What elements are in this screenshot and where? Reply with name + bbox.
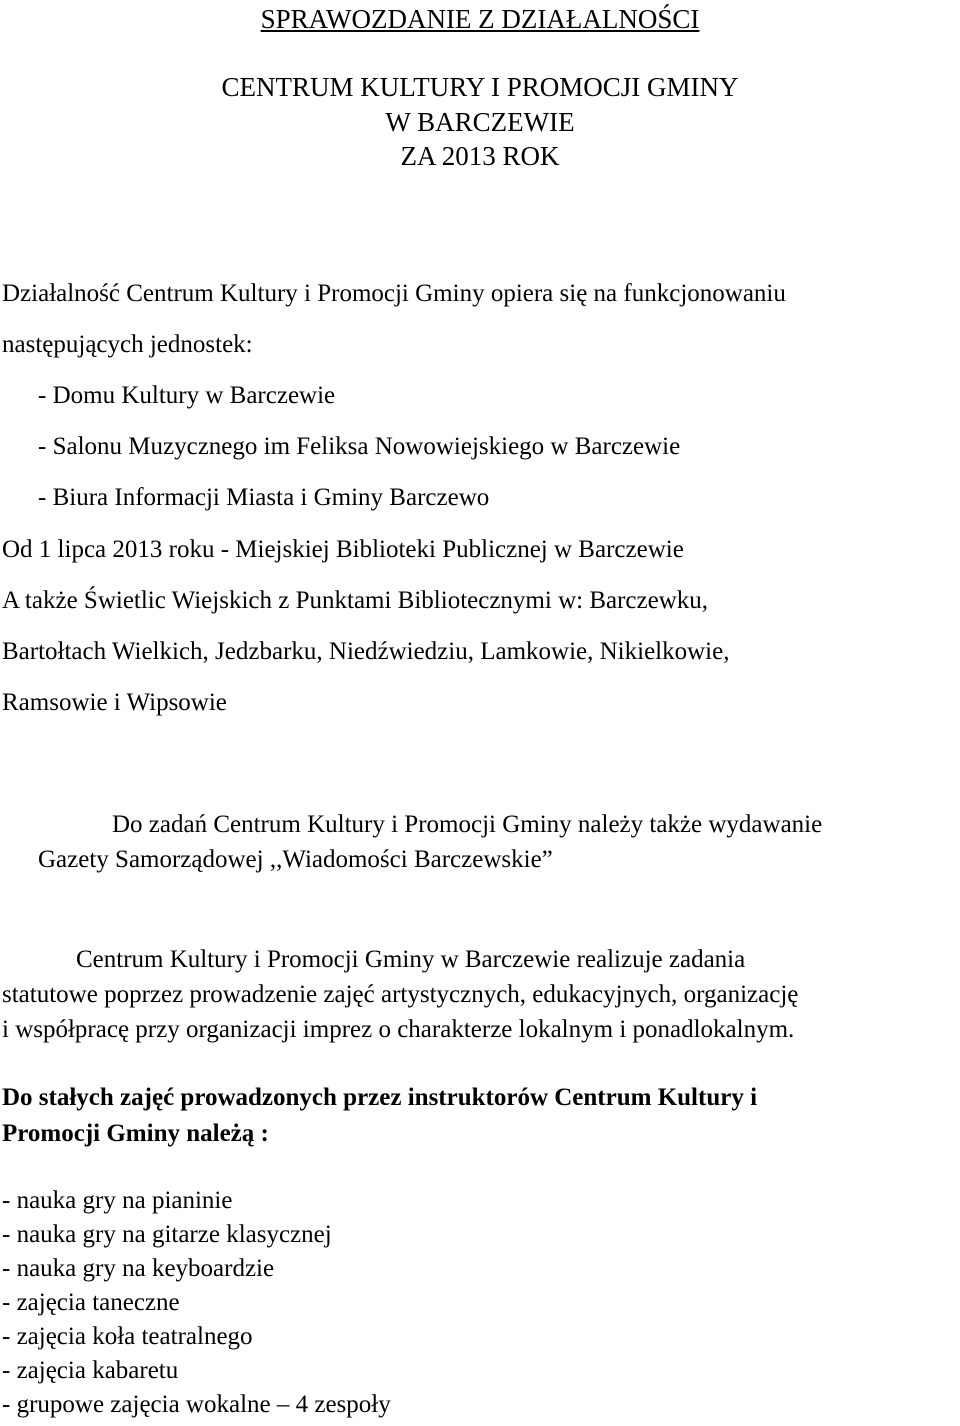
tasks-line-1: Centrum Kultury i Promocji Gminy w Barczewie realizuje zadania [76, 946, 746, 973]
unit-item: - Biura Informacji Miasta i Gminy Barczewo [38, 484, 490, 511]
gazette-line-2: Gazety Samorządowej ,,Wiadomości Barczewskie” [38, 846, 553, 873]
gazette-line-1: Do zadań Centrum Kultury i Promocji Gminy należy także wydawanie [112, 811, 823, 838]
library-line-3: Bartołtach Wielkich, Jedzbarku, Niedźwiedziu, Lamkowie, Nikielkowie, [2, 638, 730, 665]
unit-item: - Salonu Muzycznego im Feliksa Nowowiejskiego w Barczewie [38, 433, 681, 460]
report-title: SPRAWOZDANIE Z DZIAŁALNOŚCI [260, 4, 700, 34]
classes-heading-line-1: Do stałych zajęć prowadzonych przez instruktorów Centrum Kultury i [2, 1084, 758, 1111]
class-item: - zajęcia kabaretu [2, 1357, 179, 1384]
tasks-line-2: statutowe poprzez prowadzenie zajęć artystycznych, edukacyjnych, organizację [2, 981, 799, 1008]
unit-item: - Domu Kultury w Barczewie [38, 382, 336, 409]
library-line-2: A także Świetlic Wiejskich z Punktami Bibliotecznymi w: Barczewku, [2, 587, 709, 614]
class-item: - zajęcia koła teatralnego [2, 1323, 253, 1350]
class-item: - nauka gry na gitarze klasycznej [2, 1221, 332, 1248]
intro-line-2: następujących jednostek: [2, 331, 253, 358]
class-item: - nauka gry na keyboardzie [2, 1255, 275, 1282]
institution-location: W BARCZEWIE [385, 107, 575, 137]
class-item: - nauka gry na pianinie [2, 1187, 233, 1214]
library-line-4: Ramsowie i Wipsowie [2, 689, 227, 716]
institution-name: CENTRUM KULTURY I PROMOCJI GMINY [221, 72, 739, 102]
class-item: - zajęcia taneczne [2, 1289, 180, 1316]
library-line-1: Od 1 lipca 2013 roku - Miejskiej Biblioteki Publicznej w Barczewie [2, 536, 684, 563]
report-year: ZA 2013 ROK [400, 141, 560, 171]
intro-line-1: Działalność Centrum Kultury i Promocji Gminy opiera się na funkcjonowaniu [2, 280, 786, 307]
classes-heading-line-2: Promocji Gminy należą : [2, 1120, 269, 1147]
class-item: - grupowe zajęcia wokalne – 4 zespoły [2, 1391, 391, 1418]
tasks-line-3: i współpracę przy organizacji imprez o charakterze lokalnym i ponadlokalnym. [2, 1016, 795, 1043]
